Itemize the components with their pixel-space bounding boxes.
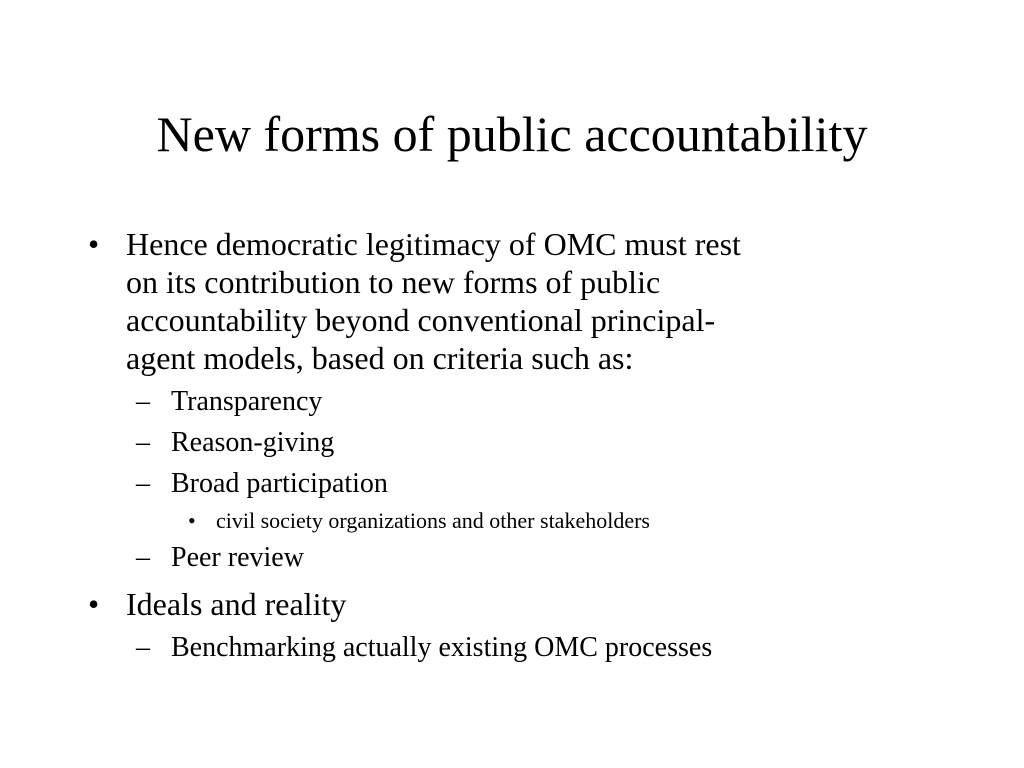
- dash-marker: –: [136, 386, 150, 417]
- dash-marker: –: [136, 542, 150, 573]
- bullet-continuation: [0, 339, 1024, 377]
- sub-bullet-text: Reason-giving: [171, 427, 335, 458]
- sub-bullet-text: Transparency: [171, 386, 323, 417]
- bullet-text-line: Ideals and reality: [126, 586, 347, 622]
- bullet-continuation: [0, 301, 1024, 339]
- bullet-marker: •: [88, 226, 100, 262]
- bullet-item: [0, 225, 1024, 263]
- sub-sub-bullet-text: civil society organizations and other stakeholders: [216, 508, 650, 533]
- sub-sub-bullet-item: [0, 508, 1024, 534]
- dash-marker: –: [136, 632, 150, 663]
- bullet-marker: •: [88, 586, 100, 622]
- bullet-text-line: agent models, based on criteria such as:: [126, 340, 634, 376]
- sub-bullet-item: [0, 385, 1024, 419]
- bullet-item: [0, 585, 1024, 623]
- dash-marker: –: [136, 427, 150, 458]
- bullet-continuation: [0, 263, 1024, 301]
- sub-bullet-text: Peer review: [171, 542, 304, 573]
- sub-bullet-item: [0, 426, 1024, 460]
- sub-bullet-text: Benchmarking actually existing OMC processes: [171, 632, 713, 663]
- bullet-marker: •: [188, 508, 196, 533]
- bullet-text-line: accountability beyond conventional principal-: [126, 302, 716, 338]
- sub-bullet-text: Broad participation: [171, 468, 388, 499]
- bullet-text-line: Hence democratic legitimacy of OMC must rest: [126, 226, 741, 262]
- dash-marker: –: [136, 468, 150, 499]
- slide-title: New forms of public accountability: [156, 106, 868, 162]
- sub-bullet-item: [0, 631, 1024, 665]
- bullet-text-line: on its contribution to new forms of public: [126, 264, 661, 300]
- sub-bullet-item: [0, 541, 1024, 575]
- sub-bullet-item: [0, 467, 1024, 501]
